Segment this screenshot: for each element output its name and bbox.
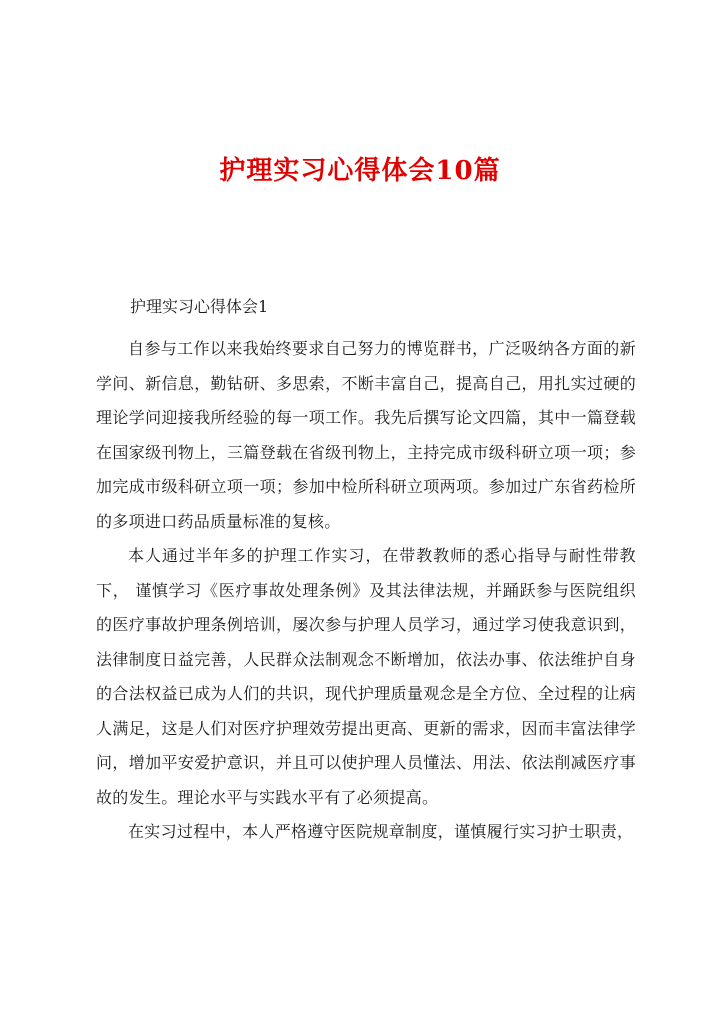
section-heading: 护理实习心得体会1 <box>130 297 269 316</box>
document-title: 护理实习心得体会10篇 <box>219 156 501 186</box>
paragraph-3: 在实习过程中，本人严格遵守医院规章制度，谨慎履行实习护士职责， <box>128 822 634 841</box>
paragraph-1: 自参与工作以来我始终要求自己努力的博览群书，广泛吸纳各方面的新学问、新信息，勤钻研、多思索，不断丰富自己，提高自己，用扎实过硬的理论学问迎接我所经验的每一项工作。我先后撰写论文四篇，其中一篇登载在国家级刊物上，三篇登载在省级刊物上，主持完成市级科研立项一项；参加完成市级科研立项一项；参加中检所科研立项两项。参加过广东省药检所的多项进口药品质量标准的复核。 <box>96 339 636 531</box>
paragraph-2: 本人通过半年多的护理工作实习，在带教教师的悉心指导与耐性带教下， 谨慎学习《医疗事故处理条例》及其法律法规，并踊跃参与医院组织的医疗事故护理条例培训，屡次参与护理人员学习，通过学习使我意识到，法律制度日益完善，人民群众法制观念不断增加，依法办事、依法维护自身的合法权益已成为人们的共识，现代护理质量观念是全方位、全过程的让病人满足，这是人们对医疗护理效劳提出更高、更新的需求，因而丰富法律学问，增加平安爱护意识，并且可以使护理人员懂法、用法、依法削减医疗事故的发生。理论水平与实践水平有了必须提高。 <box>96 546 636 807</box>
document-body <box>96 332 636 850</box>
